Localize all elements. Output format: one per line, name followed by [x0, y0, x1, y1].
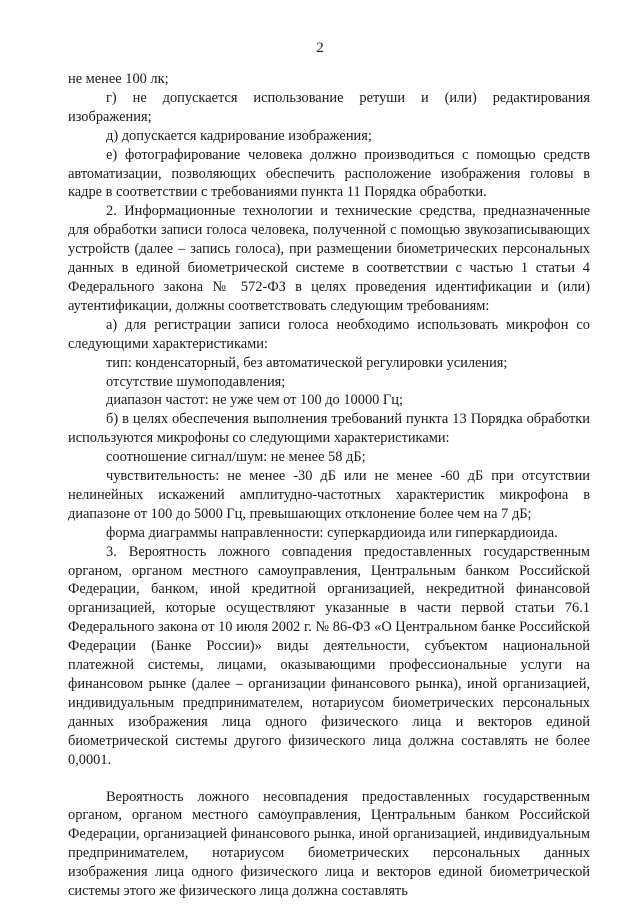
paragraph-section-3: 3. Вероятность ложного совпадения предоставленных государственным органом, органом местного самоуправления, Центральным банком Российской Федерации, банком, иной кредитной организацией, некредитной финансовой организацией, которые осуществляют указанные в части первой статьи 76.1 Федерального закона от 10 июля 2002 г. № 86-ФЗ «О Центральном банке Российской Федерации (Банке России)» виды деятельности, субъектом национальной платежной системы, лицами, оказывающими профессиональные услуги на финансовом рынке (далее – организации финансового рынка), иной организацией, индивидуальным предпринимателем, нотариусом биометрических персональных данных изображения лица одного физического лица и векторов единой биометрической системы другого физического лица должна составлять не более 0,0001. — [68, 543, 590, 768]
paragraph-sensitivity: чувствительность: не менее -30 дБ или не менее -60 дБ при отсутствии нелинейных искажений амплитудно-частотных характеристик микрофона в диапазоне от 100 до 5000 Гц, превышающих отклонение более чем на 7 дБ; — [68, 468, 590, 522]
document-body — [68, 70, 590, 901]
paragraph-item-b: б) в целях обеспечения выполнения требований пункта 13 Порядка обработки используются микрофоны со следующими характеристиками: — [68, 411, 590, 447]
paragraph-polar-pattern: форма диаграммы направленности: суперкардиоида или гиперкардиоида. — [106, 524, 558, 541]
paragraph-item-g: г) не допускается использование ретуши и (или) редактирования изображения; — [68, 89, 590, 125]
paragraph-frequency-range: диапазон частот: не уже чем от 100 до 10000 Гц; — [106, 392, 403, 409]
paragraph-item-a: а) для регистрации записи голоса необходимо использовать микрофон со следующими характеристиками: — [68, 316, 590, 352]
paragraph-false-rejection: Вероятность ложного несовпадения предоставленных государственным органом, органом местного самоуправления, Центральным банком Российской Федерации, организацией финансового рынка, иной организацией, индивидуальным предпринимателем, нотариусом биометрических персональных данных изображения лица одного физического лица и векторов единой биометрической системы этого же физического лица должна составлять — [68, 788, 590, 900]
paragraph-item-e: е) фотографирование человека должно производиться с помощью средств автоматизации, позволяющих обеспечить расположение изображения головы в кадре в соответствии с требованиями пункта 11 Порядка обработки. — [68, 146, 590, 201]
paragraph-item-d: д) допускается кадрирование изображения; — [106, 127, 372, 144]
paragraph-section-2: 2. Информационные технологии и технические средства, предназначенные для обработки записи голоса человека, полученной с помощью звукозаписывающих устройств (далее – запись голоса), при размещении биометрических персональных данных в единой биометрической системе в соответствии с частью 1 статьи 4 Федерального закона № 572-ФЗ в целях проведения идентификации и (или) аутентификации, должны соответствовать следующим требованиям: — [68, 203, 590, 314]
paragraph-no-noise-reduction: отсутствие шумоподавления; — [106, 373, 286, 390]
paragraph-snr: соотношение сигнал/шум: не менее 58 дБ; — [106, 449, 366, 466]
paragraph-lighting-continuation: не менее 100 лк; — [68, 71, 169, 87]
paragraph-mic-type: тип: конденсаторный, без автоматической регулировки усиления; — [106, 354, 508, 371]
page-number: 2 — [316, 40, 324, 56]
